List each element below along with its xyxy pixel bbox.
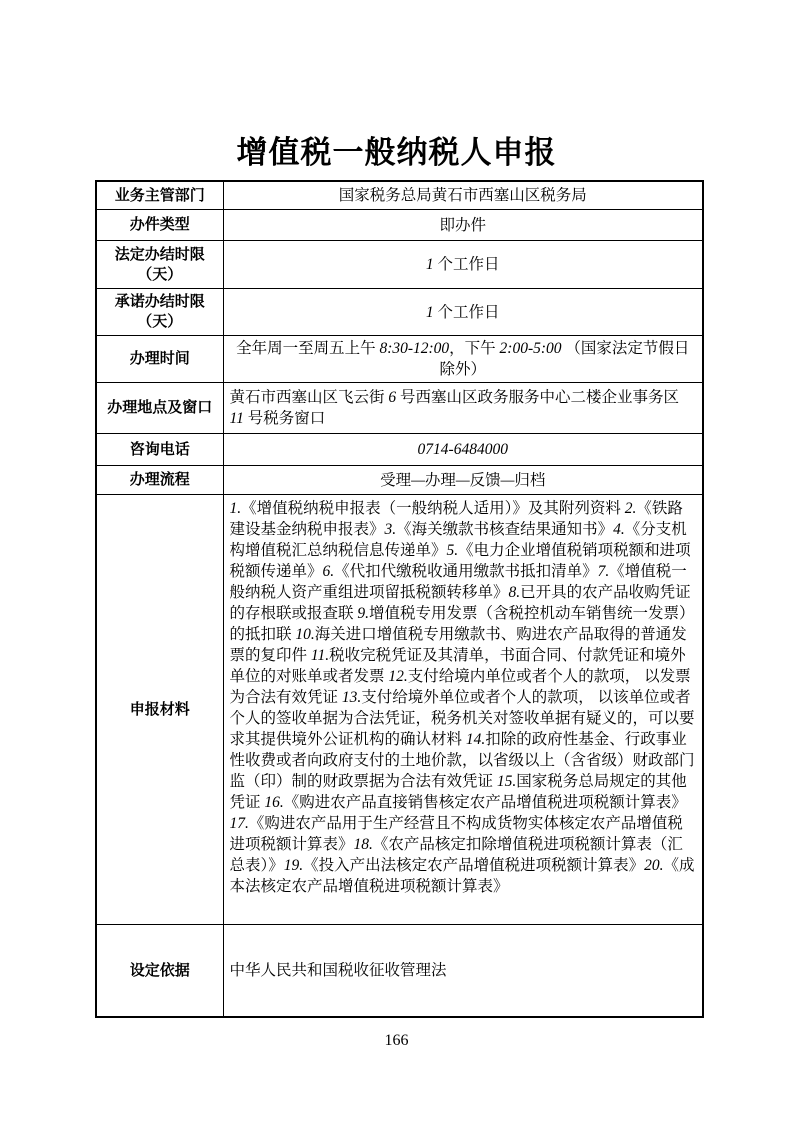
table-row-consultation-phone: [96, 434, 703, 466]
value-consultation-phone: 0714-6484000: [223, 434, 703, 466]
table-row-processing-flow: [96, 466, 703, 495]
label-business-department: 业务主管部门: [96, 181, 223, 210]
value-setting-basis: 中华人民共和国税收征收管理法: [223, 925, 703, 1018]
value-declaration-materials: 1.《增值税纳税申报表（一般纳税人适用）》及其附列资料 2.《铁路建设基金纳税申报表》3.《海关缴款书核查结果通知书》4.《分支机构增值税汇总纳税信息传递单》5.《电力企业增值税销项税额和进项税额传递单》6.《代扣代缴税收通用缴款书抵扣清单》7.《增值税一般纳税人资产重组进项留抵税额转移单》8.已开具的农产品收购凭证的存根联或报查联 9.增值税专用发票（含税控机动车销售统一发票）的抵扣联 10.海关进口增值税专用缴款书、购进农产品取得的普通发票的复印件 11.税收完税凭证及其清单，书面合同、付款凭证和境外单位的对账单或者发票 12.支付给境内单位或者个人的款项， 以发票为合法有效凭证 13.支付给境外单位或者个人的款项， 以该单位或者个人的签收单据为合法凭证，税务机关对签收单据有疑义的，可以要求其提供境外公证机构的确认材料 14.扣除的政府性基金、行政事业性收费或者向政府支付的土地价款，以省级以上（含省级）财政部门监（印）制的财政票据为合法有效凭证 15.国家税务总局规定的其他凭证 16.《购进农产品直接销售核定农产品增值税进项税额计算表》17.《购进农产品用于生产经营且不构成货物实体核定农产品增值税进项税额计算表》18.《农产品核定扣除增值税进项税额计算表（汇总表）》19.《投入产出法核定农产品增值税进项税额计算表》20.《成本法核定农产品增值税进项税额计算表》: [223, 495, 703, 925]
value-processing-flow: 受理—办理—反馈—归档: [223, 466, 703, 495]
value-business-department: 国家税务总局黄石市西塞山区税务局: [223, 181, 703, 210]
label-processing-flow: 办理流程: [96, 466, 223, 495]
label-consultation-phone: 咨询电话: [96, 434, 223, 466]
table-row-processing-hours: [96, 336, 703, 383]
document-title: 增值税一般纳税人申报: [236, 135, 557, 170]
label-setting-basis: 设定依据: [96, 925, 223, 1018]
label-location-window: 办理地点及窗口: [96, 383, 223, 434]
table-row-setting-basis: [96, 925, 703, 1018]
value-location-window: 黄石市西塞山区飞云街 6 号西塞山区政务服务中心二楼企业事务区 11 号税务窗口: [223, 383, 703, 434]
table-row-location-window: [96, 383, 703, 434]
table-row-legal-time-limit: [96, 241, 703, 289]
table-row-declaration-materials: [96, 495, 703, 925]
label-item-type: 办件类型: [96, 210, 223, 241]
value-processing-hours: 全年周一至周五上午 8:30-12:00，下午 2:00-5:00 （国家法定节假日除外）: [223, 336, 703, 383]
page-number: 166: [384, 1032, 409, 1049]
value-promised-time-limit: 1 个工作日: [223, 289, 703, 336]
label-declaration-materials: 申报材料: [96, 495, 223, 925]
value-item-type: 即办件: [223, 210, 703, 241]
table-row-item-type: [96, 210, 703, 241]
label-promised-time-limit: 承诺办结时限（天）: [96, 289, 223, 336]
table-row-promised-time-limit: [96, 289, 703, 336]
label-legal-time-limit: 法定办结时限（天）: [96, 241, 223, 289]
value-legal-time-limit: 1 个工作日: [223, 241, 703, 289]
table-row-business-department: [96, 181, 703, 210]
service-info-table: [95, 180, 704, 1018]
label-processing-hours: 办理时间: [96, 336, 223, 383]
